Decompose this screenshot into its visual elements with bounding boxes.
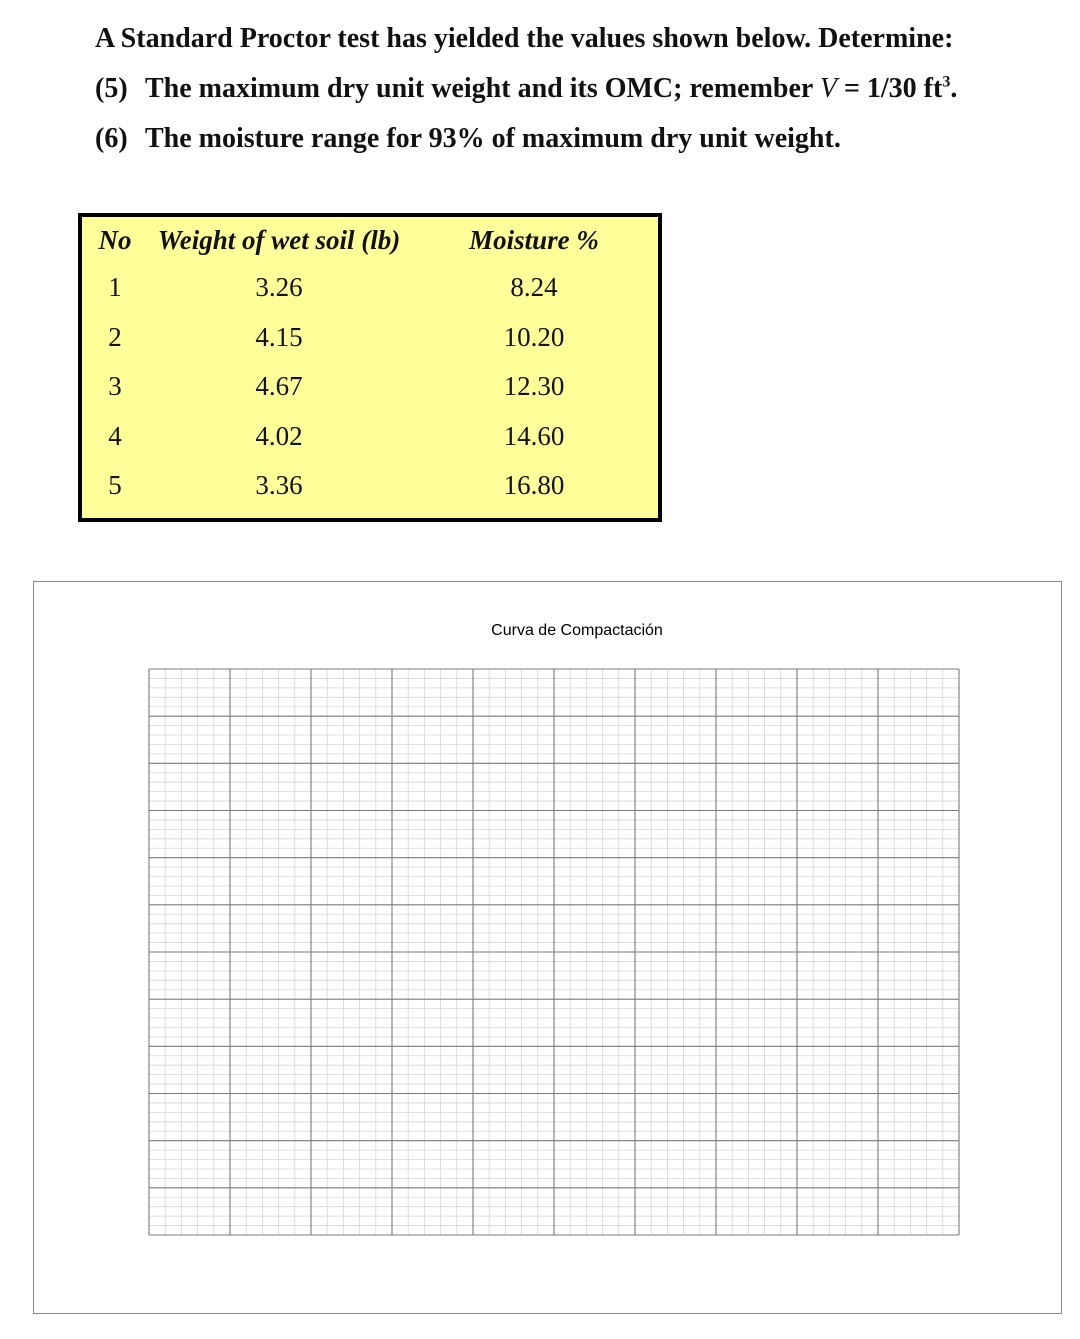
- chart-title: Curva de Compactación: [491, 622, 663, 639]
- problem-statement: [95, 14, 1055, 164]
- question-5-variable: V: [819, 73, 837, 104]
- proctor-data-table: [78, 213, 662, 522]
- table-header-row: [82, 217, 658, 263]
- data-table: [82, 217, 658, 511]
- cell-no: 5: [108, 470, 122, 501]
- chart-grid: [148, 668, 960, 1236]
- question-6: [95, 114, 1055, 164]
- cell-moisture: 8.24: [510, 272, 558, 303]
- question-6-text: The moisture range for 93% of maximum dry unit weight.: [145, 123, 841, 154]
- question-5-text: The maximum dry unit weight and its OMC; remember: [145, 73, 820, 104]
- table-row: [82, 362, 658, 412]
- cell-weight: 3.36: [255, 470, 303, 501]
- table-row: [82, 313, 658, 363]
- cell-no: 4: [108, 420, 122, 451]
- cell-weight: 3.26: [255, 272, 303, 303]
- table-row: [82, 461, 658, 511]
- cell-weight: 4.15: [255, 321, 303, 352]
- question-5-end: .: [950, 73, 958, 104]
- table-row: [82, 263, 658, 313]
- question-5-exponent: 3: [942, 73, 951, 91]
- problem-intro: A Standard Proctor test has yielded the values shown below. Determine:: [95, 23, 954, 54]
- cell-moisture: 14.60: [503, 420, 565, 451]
- cell-no: 2: [108, 321, 122, 352]
- cell-no: 3: [108, 371, 122, 402]
- question-6-number: (6): [95, 123, 128, 154]
- cell-moisture: 16.80: [503, 470, 565, 501]
- table-row: [82, 412, 658, 462]
- cell-weight: 4.02: [255, 420, 303, 451]
- cell-weight: 4.67: [255, 371, 303, 402]
- compaction-chart: [33, 581, 1062, 1314]
- header-moisture: Moisture %: [469, 224, 599, 255]
- question-5-number: (5): [95, 73, 128, 104]
- question-5: [95, 64, 1055, 114]
- cell-moisture: 12.30: [503, 371, 565, 402]
- header-weight: Weight of wet soil (lb): [157, 224, 401, 255]
- header-no: No: [98, 224, 132, 255]
- cell-no: 1: [108, 272, 122, 303]
- question-5-volume: = 1/30 ft: [836, 73, 943, 104]
- cell-moisture: 10.20: [503, 321, 565, 352]
